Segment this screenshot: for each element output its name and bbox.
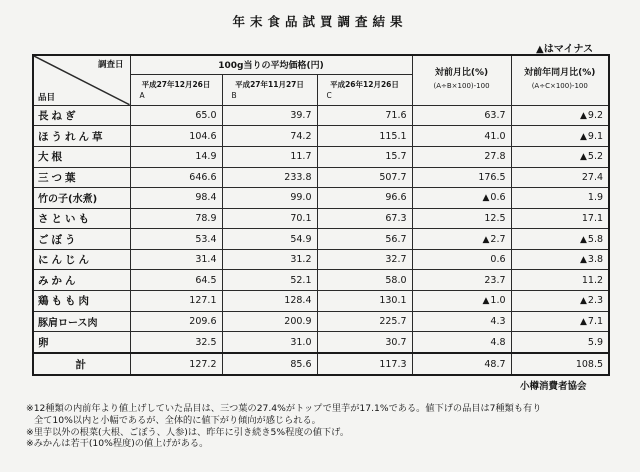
price-c-value: 32.7 (385, 254, 407, 266)
prev-year-formula: (A÷C×100)-100 (531, 82, 588, 91)
price-c (317, 126, 412, 147)
organization-name: 小樽消費者協会 (520, 381, 587, 392)
total-b: 85.6 (222, 353, 317, 375)
price-b (222, 146, 317, 167)
table-row (33, 208, 609, 229)
price-a-value: 646.6 (189, 171, 217, 183)
table-row (33, 270, 609, 291)
minus-triangle-icon: ▲ (579, 296, 587, 307)
price-a-value: 32.5 (195, 336, 217, 348)
item-name-value: にんじん (38, 254, 92, 267)
item-name-value: みかん (38, 274, 79, 287)
minus-triangle-icon: ▲ (579, 152, 587, 163)
prev-year-ratio (511, 167, 609, 188)
price-b (222, 126, 317, 147)
prev-month-ratio (412, 311, 511, 332)
price-c (317, 270, 412, 291)
price-c (317, 208, 412, 229)
prev-month-ratio-value: 23.7 (484, 274, 506, 286)
col-a-letter: A (139, 90, 145, 100)
price-c-value: 58.0 (385, 274, 407, 286)
price-a (130, 332, 222, 353)
item-name-value: 三つ葉 (38, 171, 79, 184)
item-name-value: 豚肩ロース肉 (38, 317, 98, 329)
price-c (317, 167, 412, 188)
prev-year-ratio (511, 229, 609, 250)
price-a (130, 188, 222, 209)
footnote-2: ※里芋以外の根菜(大根、ごぼう、人参)は、昨年に引き続き5%程度の値下げ。 (26, 426, 350, 438)
prev-year-ratio (511, 146, 609, 167)
price-b (222, 188, 317, 209)
total-row (33, 353, 609, 375)
prev-month-ratio (412, 270, 511, 291)
col-b-header (222, 74, 317, 105)
price-b-value: 52.1 (290, 274, 312, 286)
prev-year-ratio (511, 188, 609, 209)
price-b (222, 249, 317, 270)
price-c-value: 56.7 (385, 233, 407, 245)
prev-year-ratio-value: 17.1 (581, 212, 604, 224)
prev-month-ratio (412, 208, 511, 229)
corner-survey-date-label: 調査日 (97, 60, 124, 70)
price-a-value: 65.0 (195, 110, 217, 122)
col-b-date: 平成27年11月27日 (235, 79, 304, 89)
item-name (33, 229, 130, 250)
table-body (33, 105, 609, 353)
total-c: 117.3 (317, 353, 412, 375)
item-name-value: 鶏もも肉 (38, 295, 92, 308)
prev-month-title: 対前月比(%) (434, 68, 489, 79)
prev-year-ratio (511, 311, 609, 332)
prev-month-ratio (412, 126, 511, 147)
prev-year-ratio-value: 5.8 (587, 233, 604, 245)
price-a-value: 209.6 (189, 315, 217, 327)
prev-month-ratio-value: 4.3 (490, 315, 506, 327)
col-a-date: 平成27年12月26日 (141, 79, 211, 89)
item-name-value: 卵 (38, 336, 52, 349)
footnote-3: ※みかんは若干(10%程度)の値上げがある。 (26, 438, 209, 450)
prev-month-ratio-value: 4.8 (490, 336, 506, 348)
price-a (130, 167, 222, 188)
prev-month-ratio-value: 0.6 (490, 254, 506, 266)
table-row (33, 105, 609, 126)
document-title: 年末食品試買調査結果 (232, 14, 408, 29)
item-name (33, 188, 130, 209)
prev-month-header (412, 55, 511, 105)
total-a: 127.2 (130, 353, 222, 375)
prev-year-ratio (511, 126, 609, 147)
prev-year-ratio-value: 3.8 (587, 254, 604, 266)
minus-legend: ▲はマイナス (536, 44, 594, 55)
price-a-value: 31.4 (195, 254, 217, 266)
price-a (130, 208, 222, 229)
price-a (130, 229, 222, 250)
price-b-value: 31.2 (290, 254, 312, 266)
prev-month-ratio-value: 41.0 (484, 130, 506, 142)
prev-year-header (511, 55, 609, 105)
item-name (33, 311, 130, 332)
prev-year-ratio (511, 105, 609, 126)
price-c-value: 507.7 (379, 171, 407, 183)
price-b (222, 291, 317, 312)
prev-month-ratio (412, 105, 511, 126)
corner-item-label: 品目 (38, 92, 56, 103)
price-b-value: 200.9 (284, 315, 312, 327)
prev-year-ratio-value: 7.1 (587, 315, 604, 327)
price-c (317, 291, 412, 312)
price-b-value: 70.1 (290, 212, 312, 224)
price-c-value: 115.1 (379, 130, 407, 142)
prev-month-ratio (412, 249, 511, 270)
price-c (317, 229, 412, 250)
prev-year-ratio (511, 208, 609, 229)
price-c (317, 188, 412, 209)
prev-year-ratio (511, 249, 609, 270)
table-row (33, 332, 609, 353)
table-row (33, 146, 609, 167)
price-a-value: 64.5 (195, 274, 217, 286)
prev-month-ratio-value: 63.7 (484, 110, 506, 122)
prev-year-ratio-value: 1.9 (587, 192, 604, 204)
price-c (317, 311, 412, 332)
price-a (130, 291, 222, 312)
price-a-value: 98.4 (195, 192, 217, 204)
prev-month-ratio (412, 229, 511, 250)
prev-year-ratio-value: 27.4 (581, 171, 604, 183)
footnote-1: ※12種類の内前年より値上げしていた品目は、三つ葉の27.4%がトップで里芋が17.1%である。値下げの品目は7種類も有り (26, 403, 542, 414)
price-a-value: 14.9 (195, 151, 217, 163)
prev-year-ratio (511, 291, 609, 312)
minus-triangle-icon: ▲ (482, 193, 490, 204)
prev-year-ratio-value: 11.2 (581, 274, 604, 286)
price-a (130, 146, 222, 167)
prev-year-ratio-value: 2.3 (587, 295, 604, 307)
table-row (33, 188, 609, 209)
table-row (33, 249, 609, 270)
prev-month-ratio-value: 176.5 (478, 171, 506, 183)
col-a-header (130, 74, 222, 105)
prev-month-ratio (412, 167, 511, 188)
price-b (222, 229, 317, 250)
total-prev-year: 108.5 (511, 353, 609, 375)
total-label: 計 (33, 353, 130, 375)
price-c (317, 332, 412, 353)
prev-month-ratio-value: 1.0 (490, 295, 506, 307)
prev-month-ratio-value: 0.6 (490, 192, 506, 204)
price-b (222, 105, 317, 126)
price-c-value: 15.7 (385, 151, 407, 163)
table-row (33, 311, 609, 332)
prev-year-ratio (511, 332, 609, 353)
minus-triangle-icon: ▲ (579, 255, 587, 266)
price-b-value: 233.8 (284, 171, 312, 183)
price-c-value: 71.6 (385, 110, 407, 122)
price-a (130, 311, 222, 332)
price-b (222, 311, 317, 332)
table-row (33, 126, 609, 147)
price-c-value: 67.3 (385, 212, 407, 224)
prev-month-ratio (412, 332, 511, 353)
item-name-value: 長ねぎ (38, 110, 79, 123)
price-b-value: 39.7 (290, 110, 312, 122)
minus-triangle-icon: ▲ (579, 131, 587, 142)
col-c-date: 平成26年12月26日 (330, 79, 399, 89)
price-b (222, 270, 317, 291)
item-name (33, 249, 130, 270)
price-b-value: 99.0 (290, 192, 312, 204)
item-name (33, 332, 130, 353)
prev-year-ratio-value: 9.2 (587, 110, 604, 122)
price-a (130, 126, 222, 147)
price-a-value: 78.9 (195, 212, 217, 224)
col-b-letter: B (231, 90, 237, 100)
prev-month-ratio-value: 2.7 (490, 233, 506, 245)
price-b-value: 11.7 (290, 151, 312, 163)
footnotes (26, 403, 626, 450)
item-name (33, 146, 130, 167)
price-a-value: 104.6 (189, 130, 217, 142)
table-row (33, 229, 609, 250)
item-name (33, 291, 130, 312)
item-name (33, 167, 130, 188)
price-c-value: 96.6 (385, 192, 407, 204)
table-row (33, 291, 609, 312)
price-b-value: 54.9 (290, 233, 312, 245)
item-name (33, 208, 130, 229)
prev-year-ratio (511, 270, 609, 291)
item-name-value: 竹の子(水煮) (38, 194, 98, 206)
minus-triangle-icon: ▲ (579, 111, 587, 122)
col-c-header (317, 74, 412, 105)
minus-triangle-icon: ▲ (579, 316, 587, 327)
price-c (317, 146, 412, 167)
price-a (130, 270, 222, 291)
prev-month-formula: (A÷B×100)-100 (433, 82, 490, 91)
price-b (222, 332, 317, 353)
prev-month-ratio (412, 291, 511, 312)
prev-month-ratio (412, 188, 511, 209)
item-name (33, 105, 130, 126)
price-a (130, 105, 222, 126)
prev-year-title: 対前年同月比(%) (524, 68, 596, 79)
price-survey-table (32, 54, 610, 376)
prev-year-ratio-value: 5.9 (587, 336, 604, 348)
price-c (317, 249, 412, 270)
price-b-value: 128.4 (284, 295, 312, 307)
item-name (33, 270, 130, 291)
minus-triangle-icon: ▲ (579, 234, 587, 245)
col-c-letter: C (326, 90, 332, 100)
footnote-1-continued: 全て10%以内と小幅であるが、全体的に値下がり傾向が感じられる。 (34, 414, 321, 426)
item-name (33, 126, 130, 147)
item-name-value: ほうれん草 (38, 130, 106, 143)
price-b-value: 74.2 (290, 130, 312, 142)
average-price-group-header: 100g当りの平均価格(円) (130, 55, 412, 74)
price-c-value: 30.7 (385, 336, 407, 348)
minus-triangle-icon: ▲ (482, 234, 490, 245)
item-name-value: 大根 (38, 151, 65, 164)
prev-year-ratio-value: 5.2 (587, 151, 604, 163)
price-b (222, 167, 317, 188)
prev-month-ratio-value: 12.5 (484, 212, 506, 224)
price-a-value: 53.4 (195, 233, 217, 245)
price-c (317, 105, 412, 126)
prev-year-ratio-value: 9.1 (587, 130, 604, 142)
price-b-value: 31.0 (290, 336, 312, 348)
header-corner (33, 55, 130, 105)
table-row (33, 167, 609, 188)
item-name-value: さといも (38, 212, 92, 225)
item-name-value: ごぼう (38, 233, 79, 246)
prev-month-ratio-value: 27.8 (484, 151, 506, 163)
price-c-value: 130.1 (379, 295, 407, 307)
price-a-value: 127.1 (189, 295, 217, 307)
total-prev-month: 48.7 (412, 353, 511, 375)
minus-triangle-icon: ▲ (482, 296, 490, 307)
prev-month-ratio (412, 146, 511, 167)
price-c-value: 225.7 (379, 315, 407, 327)
price-a (130, 249, 222, 270)
price-b (222, 208, 317, 229)
